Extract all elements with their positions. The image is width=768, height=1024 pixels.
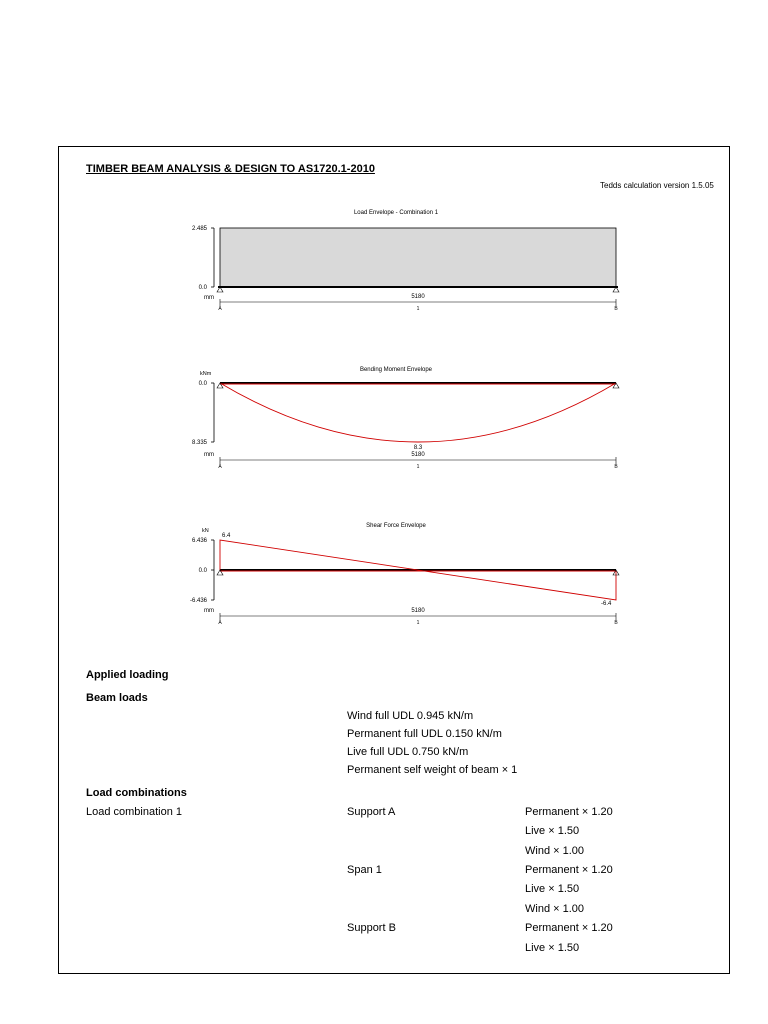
page-title: TIMBER BEAM ANALYSIS & DESIGN TO AS1720.1-2010 <box>86 163 375 175</box>
shear-support-b-label: B <box>614 620 618 626</box>
combination-factor: Wind × 1.00 <box>525 845 585 857</box>
load-combination-name: Load combination 1 <box>86 806 183 818</box>
applied-loading-heading: Applied loading <box>86 669 169 681</box>
load-combinations-heading: Load combinations <box>86 787 187 799</box>
moment-max-label: 8.335 <box>191 440 207 446</box>
combination-factor: Permanent × 1.20 <box>525 864 613 876</box>
moment-unit-label: kNm <box>200 371 212 377</box>
shear-title: Shear Force Envelope <box>366 523 426 529</box>
shear-support-a-label: A <box>218 620 222 626</box>
moment-peak-label: 8.3 <box>413 445 423 451</box>
load-envelope-diagram <box>192 210 619 312</box>
moment-support-b-label: B <box>614 464 618 470</box>
load-support-a-label: A <box>218 306 222 312</box>
combination-factor: Live × 1.50 <box>525 942 580 954</box>
moment-units-label: mm <box>204 452 214 458</box>
shear-zero-label: 0.0 <box>198 568 207 574</box>
combination-location: Span 1 <box>347 864 382 876</box>
load-envelope-area <box>220 228 616 287</box>
version-label: Tedds calculation version 1.5.05 <box>600 181 714 190</box>
shear-unit-label: kN <box>202 528 209 534</box>
moment-support-a-label: A <box>218 464 222 470</box>
load-max-label: 2.485 <box>191 226 207 232</box>
moment-title: Bending Moment Envelope <box>359 367 433 373</box>
combination-location: Support A <box>347 806 396 818</box>
beam-load-item: Live full UDL 0.750 kN/m <box>347 746 469 758</box>
beam-loads-heading: Beam loads <box>86 692 148 704</box>
bending-moment-diagram <box>192 367 619 470</box>
beam-load-item: Permanent full UDL 0.150 kN/m <box>347 728 502 740</box>
moment-curve <box>220 383 616 442</box>
combination-location: Support B <box>347 922 396 934</box>
load-span-length: 5180 <box>411 294 425 300</box>
load-zero-label: 0.0 <box>198 285 207 291</box>
shear-units-label: mm <box>204 608 214 614</box>
beam-load-item: Permanent self weight of beam × 1 <box>347 764 518 776</box>
moment-span-length: 5180 <box>411 452 425 458</box>
shear-span-label: 1 <box>416 620 420 626</box>
moment-zero-label: 0.0 <box>198 381 207 387</box>
shear-span-length: 5180 <box>411 608 425 614</box>
combination-factor: Wind × 1.00 <box>525 903 585 915</box>
combination-factor: Permanent × 1.20 <box>525 806 613 818</box>
moment-span-label: 1 <box>416 464 420 470</box>
load-support-b-label: B <box>614 306 618 312</box>
shear-pos-label: 6.436 <box>191 538 207 544</box>
shear-neg-label: -6.436 <box>189 598 207 604</box>
load-span-label: 1 <box>416 306 420 312</box>
load-units-label: mm <box>204 295 214 301</box>
shear-force-diagram <box>190 523 619 626</box>
combination-factor: Live × 1.50 <box>525 825 580 837</box>
load-envelope-title: Load Envelope - Combination 1 <box>353 210 439 216</box>
shear-right-value: -6.4 <box>601 601 612 607</box>
shear-left-value: 6.4 <box>222 533 231 539</box>
combination-factor: Live × 1.50 <box>525 883 580 895</box>
combination-factor: Permanent × 1.20 <box>525 922 613 934</box>
beam-load-item: Wind full UDL 0.945 kN/m <box>347 710 474 722</box>
